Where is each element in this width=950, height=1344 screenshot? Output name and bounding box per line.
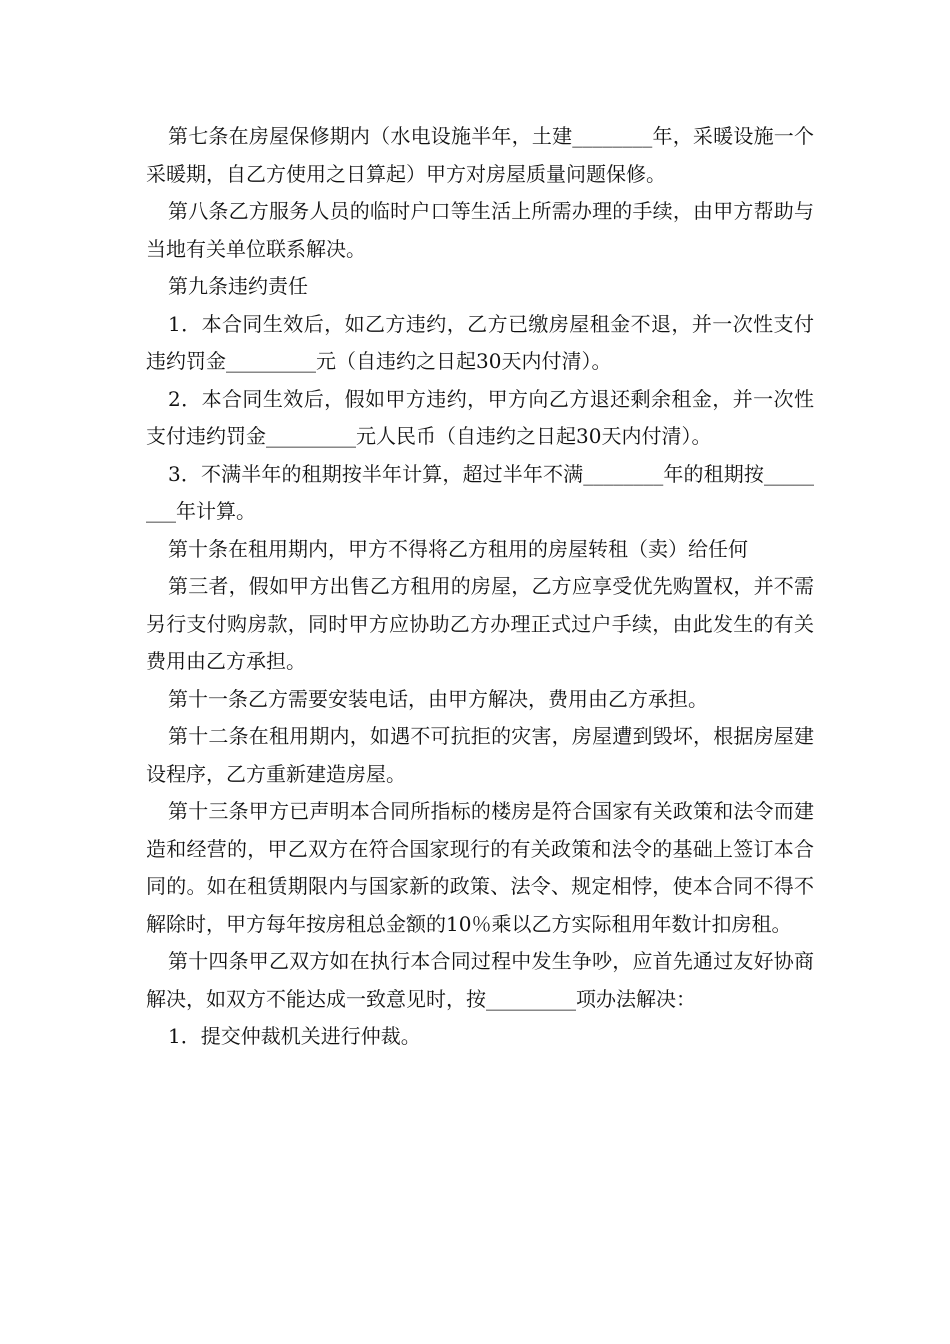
article-9-item-2: 2．本合同生效后，假如甲方违约，甲方向乙方退还剩余租金，并一次性支付违约罚金_________元人民币（自违约之日起30天内付清）。: [146, 386, 814, 448]
article-13: 第十三条甲方已声明本合同所指标的楼房是符合国家有关政策和法令而建造和经营的，甲乙双方在符合国家现行的有关政策和法令的基础上签订本合同的。如在租赁期限内与国家新的政策、法令、规定相悖，使本合同不得不解除时，甲方每年按房租总金额的10％乘以乙方实际租用年数计扣房租。: [146, 799, 814, 936]
article-8: 第八条乙方服务人员的临时户口等生活上所需办理的手续，由甲方帮助与当地有关单位联系解决。: [146, 199, 814, 261]
article-14: 第十四条甲乙双方如在执行本合同过程中发生争吵，应首先通过友好协商解决，如双方不能达成一致意见时，按_________项办法解决：: [146, 949, 814, 1011]
document-page: [146, 118, 814, 1056]
article-9-heading: 第九条违约责任: [168, 274, 308, 298]
article-7: 第七条在房屋保修期内（水电设施半年，土建________年，采暖设施一个采暖期，自乙方使用之日算起）甲方对房屋质量问题保修。: [146, 124, 814, 186]
article-10-continued: 第三者，假如甲方出售乙方租用的房屋，乙方应享受优先购置权，并不需另行支付购房款，同时甲方应协助乙方办理正式过户手续，由此发生的有关费用由乙方承担。: [146, 574, 814, 673]
article-9-item-3: 3．不满半年的租期按半年计算，超过半年不满________年的租期按________年计算。: [146, 461, 814, 523]
article-11: 第十一条乙方需要安装电话，由甲方解决，费用由乙方承担。: [168, 686, 708, 711]
article-12: 第十二条在租用期内，如遇不可抗拒的灾害，房屋遭到毁坏，根据房屋建设程序，乙方重新建造房屋。: [146, 724, 814, 786]
article-14-item-1: 1．提交仲裁机关进行仲裁。: [168, 1024, 421, 1048]
article-9-item-1: 1．本合同生效后，如乙方违约，乙方已缴房屋租金不退，并一次性支付违约罚金_________元（自违约之日起30天内付清）。: [146, 311, 814, 373]
article-10: 第十条在租用期内，甲方不得将乙方租用的房屋转租（卖）给任何: [168, 536, 748, 561]
